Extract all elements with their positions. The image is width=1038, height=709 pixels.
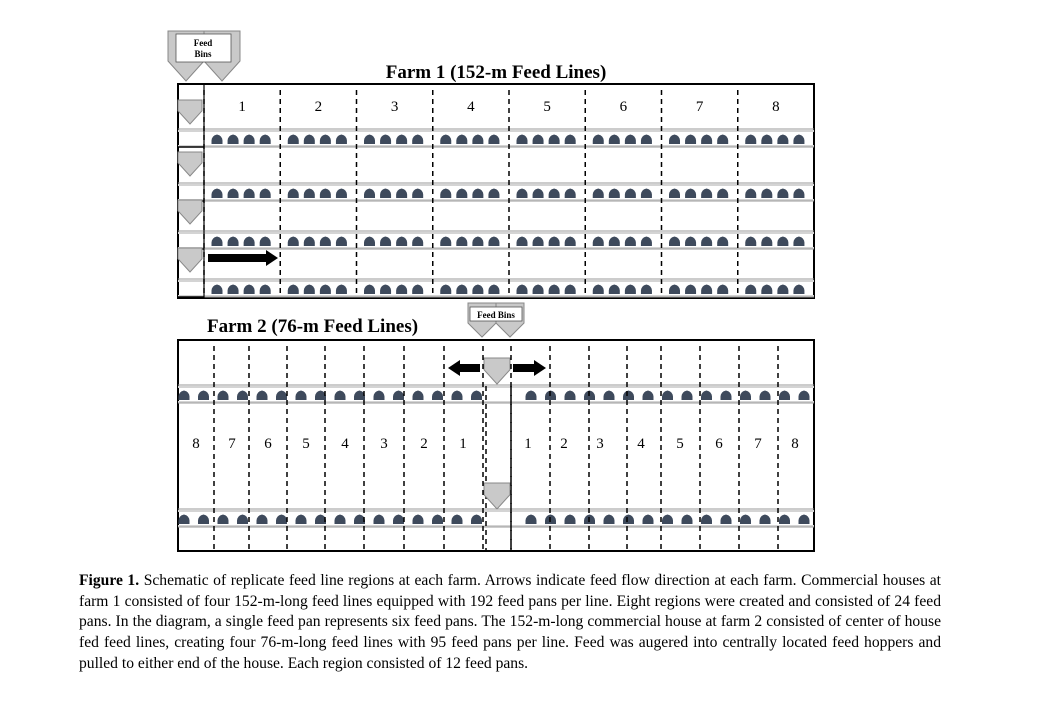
region-label: 7	[695, 99, 704, 115]
feed-pan	[643, 515, 654, 525]
feed-pan	[412, 135, 423, 145]
feed-pan	[440, 189, 451, 199]
feed-pan	[517, 189, 528, 199]
feed-hopper	[178, 248, 202, 272]
feed-pan	[549, 189, 560, 199]
feed-pan	[393, 515, 404, 525]
feed-pan	[260, 189, 271, 199]
feed-pan	[669, 135, 680, 145]
feed-pan	[432, 515, 443, 525]
feed-pan	[669, 237, 680, 247]
feed-pan	[779, 391, 790, 401]
region-label: 5	[302, 436, 310, 452]
feed-pan	[565, 391, 576, 401]
feed-pan	[179, 391, 190, 401]
region-label: 8	[791, 436, 799, 452]
feed-pan	[740, 391, 751, 401]
feed-pan	[374, 515, 385, 525]
feed-pan	[777, 189, 788, 199]
feed-pan	[662, 515, 673, 525]
feed-pan	[593, 285, 604, 295]
feed-pan	[288, 189, 299, 199]
feed-pan	[244, 237, 255, 247]
region-label: 5	[543, 99, 551, 115]
feed-pan	[320, 237, 331, 247]
feed-pan	[721, 515, 732, 525]
feed-pan	[260, 135, 271, 145]
feed-hopper	[178, 152, 202, 176]
feed-pan	[440, 237, 451, 247]
feed-line-rail	[178, 280, 814, 282]
feed-pan	[374, 391, 385, 401]
feed-pan	[396, 135, 407, 145]
feed-pan	[471, 515, 482, 525]
region-label: 1	[459, 436, 467, 452]
feed-hopper	[178, 200, 202, 224]
feed-pan	[760, 391, 771, 401]
feed-pan	[533, 285, 544, 295]
feed-pan	[304, 189, 315, 199]
feed-pan	[682, 515, 693, 525]
feed-pan	[549, 237, 560, 247]
feed-pan	[396, 285, 407, 295]
feed-pan	[380, 237, 391, 247]
feed-pan	[549, 135, 560, 145]
figure-caption	[79, 571, 941, 675]
feed-pan	[641, 285, 652, 295]
feed-pan	[320, 189, 331, 199]
feed-pan	[452, 515, 463, 525]
feed-pan	[412, 285, 423, 295]
farm1-feed-bins	[168, 31, 240, 81]
feed-pan	[761, 285, 772, 295]
feed-pan	[641, 189, 652, 199]
feed-pan	[393, 391, 404, 401]
feed-pan	[517, 135, 528, 145]
feed-pan	[288, 285, 299, 295]
feed-pan	[228, 189, 239, 199]
feed-pan	[412, 189, 423, 199]
feed-pan	[740, 515, 751, 525]
region-label: 6	[264, 436, 272, 452]
feed-pan	[380, 189, 391, 199]
feed-pan	[396, 189, 407, 199]
region-label: 8	[192, 436, 200, 452]
feed-pan	[701, 391, 712, 401]
feed-pan	[533, 135, 544, 145]
farm2-title: Farm 2 (76-m Feed Lines)	[207, 316, 419, 337]
region-label: 7	[228, 436, 236, 452]
feed-pan	[456, 135, 467, 145]
feed-pan	[198, 515, 209, 525]
feed-pan	[565, 515, 576, 525]
feed-pan	[237, 515, 248, 525]
feed-pan	[799, 391, 810, 401]
feed-pan	[701, 285, 712, 295]
feed-pan	[257, 515, 268, 525]
feed-pan	[244, 285, 255, 295]
feed-pan	[701, 237, 712, 247]
feed-pan	[793, 135, 804, 145]
feed-pan	[304, 237, 315, 247]
feed-pan	[336, 285, 347, 295]
feed-pan	[288, 237, 299, 247]
feed-pan	[643, 391, 654, 401]
feed-pan	[609, 285, 620, 295]
region-label: 7	[754, 436, 762, 452]
feed-pan	[288, 135, 299, 145]
feed-pan	[260, 285, 271, 295]
feed-flow-arrow	[448, 360, 480, 376]
feed-pan	[760, 515, 771, 525]
feed-pan	[777, 285, 788, 295]
feed-pan	[212, 189, 223, 199]
feed-pan	[685, 135, 696, 145]
region-label: 4	[341, 436, 349, 452]
feed-pan	[257, 391, 268, 401]
feed-pan	[777, 135, 788, 145]
feed-pan	[685, 285, 696, 295]
feed-pan	[625, 285, 636, 295]
feed-hopper	[178, 100, 202, 124]
feed-pan	[304, 135, 315, 145]
feed-pan	[296, 515, 307, 525]
feed-pan	[565, 189, 576, 199]
region-label: 2	[420, 436, 428, 452]
feed-pan	[237, 391, 248, 401]
feed-line-rail	[178, 184, 814, 186]
feed-pan	[549, 285, 560, 295]
feed-flow-arrow	[513, 360, 546, 376]
feed-pan	[320, 135, 331, 145]
feed-pan	[793, 189, 804, 199]
feed-pan	[745, 237, 756, 247]
farm1-title: Farm 1 (152-m Feed Lines)	[385, 62, 607, 83]
feed-pan	[517, 237, 528, 247]
feed-pan	[701, 189, 712, 199]
feed-pan	[218, 391, 229, 401]
feed-pan	[641, 237, 652, 247]
feed-pan	[212, 237, 223, 247]
region-label: 5	[676, 436, 684, 452]
region-label: 2	[560, 436, 568, 452]
feed-pan	[604, 515, 615, 525]
feed-pan	[440, 285, 451, 295]
region-label: 3	[596, 436, 604, 452]
feed-pan	[364, 135, 375, 145]
feed-pan	[244, 135, 255, 145]
feed-pan	[396, 237, 407, 247]
feed-pan	[761, 237, 772, 247]
feed-pan	[799, 515, 810, 525]
feed-pan	[296, 391, 307, 401]
feed-pan	[565, 237, 576, 247]
feed-pan	[593, 189, 604, 199]
farm2-diagram	[178, 303, 814, 551]
feed-pan	[488, 237, 499, 247]
feed-pan	[456, 189, 467, 199]
feed-pan	[456, 237, 467, 247]
feed-pan	[364, 237, 375, 247]
feed-pan	[701, 515, 712, 525]
feed-pan	[179, 515, 190, 525]
feed-pan	[604, 391, 615, 401]
feed-pan	[623, 391, 634, 401]
feed-pan	[472, 135, 483, 145]
feed-pan	[472, 189, 483, 199]
feed-hopper	[484, 358, 510, 384]
feed-pan	[745, 135, 756, 145]
region-label: 1	[524, 436, 532, 452]
feed-pan	[701, 135, 712, 145]
region-label: 6	[715, 436, 723, 452]
feed-pan	[717, 135, 728, 145]
feed-pan	[717, 237, 728, 247]
feed-pan	[380, 285, 391, 295]
feed-pan	[488, 135, 499, 145]
feed-pan	[440, 135, 451, 145]
feed-line-rail	[178, 510, 814, 512]
region-label: 4	[467, 99, 475, 115]
feed-pan	[565, 285, 576, 295]
farm2-feed-bins	[468, 303, 524, 337]
region-label: 8	[772, 99, 780, 115]
feed-pan	[304, 285, 315, 295]
feed-pan	[276, 515, 287, 525]
feed-pan	[609, 237, 620, 247]
feed-pan	[745, 189, 756, 199]
feed-pan	[593, 237, 604, 247]
feed-pan	[533, 237, 544, 247]
feed-pan	[456, 285, 467, 295]
feed-flow-arrow	[208, 250, 278, 266]
feed-pan	[228, 135, 239, 145]
farm1-diagram	[168, 31, 814, 298]
feed-pan	[793, 285, 804, 295]
feed-pan	[669, 189, 680, 199]
feed-pan	[452, 391, 463, 401]
feed-pan	[761, 189, 772, 199]
feed-pan	[623, 515, 634, 525]
feed-pan	[565, 135, 576, 145]
feed-pan	[472, 237, 483, 247]
feed-pan	[625, 189, 636, 199]
region-label: 4	[637, 436, 645, 452]
caption-text: Schematic of replicate feed line regions at each farm. Arrows indicate feed flow direction at each farm. Commercial houses at farm 1 consisted of four 152-m-long feed lines equipped with 192 feed pans per line. Eight regions were created and consisted of 24 feed pans. In the diagram, a single feed pan represents six feed pans. The 152-m-long commercial house at farm 2 consisted of center of house fed feed lines, creating four 76-m-long feed lines with 95 feed pans per line. Feed was augered into centrally located feed hoppers and pulled to either end of the house. Each region consisted of 12 feed pans.	[79, 572, 942, 672]
region-label: 1	[238, 99, 246, 115]
feed-pan	[198, 391, 209, 401]
feed-pan	[228, 285, 239, 295]
feed-pan	[793, 237, 804, 247]
feed-pan	[320, 285, 331, 295]
feed-pan	[218, 515, 229, 525]
feed-pan	[471, 391, 482, 401]
feed-pan	[526, 391, 537, 401]
feed-line-rail	[178, 130, 814, 132]
feed-bins-label: Feed	[193, 38, 213, 48]
feed-pan	[380, 135, 391, 145]
region-label: 6	[619, 99, 628, 115]
feed-pan	[276, 391, 287, 401]
feed-pan	[779, 515, 790, 525]
feed-pan	[364, 285, 375, 295]
feed-pan	[472, 285, 483, 295]
feed-pan	[717, 189, 728, 199]
feed-line-rail	[178, 232, 814, 234]
feed-pan	[336, 189, 347, 199]
region-label: 3	[390, 99, 399, 115]
feed-pan	[432, 391, 443, 401]
feed-pan	[488, 285, 499, 295]
feed-pan	[669, 285, 680, 295]
region-label: 2	[314, 99, 323, 115]
feed-pan	[685, 237, 696, 247]
feed-bins-label: Feed Bins	[477, 310, 515, 320]
feed-pan	[526, 515, 537, 525]
feed-pan	[662, 391, 673, 401]
caption-label: Figure 1.	[79, 572, 140, 589]
feed-pan	[609, 135, 620, 145]
feed-pan	[609, 189, 620, 199]
feed-pan	[745, 285, 756, 295]
feed-pan	[228, 237, 239, 247]
feed-pan	[761, 135, 772, 145]
feed-pan	[625, 135, 636, 145]
feed-pan	[413, 391, 424, 401]
region-label: 3	[380, 436, 388, 452]
feed-pan	[212, 285, 223, 295]
feed-pan	[517, 285, 528, 295]
feed-pan	[335, 391, 346, 401]
feed-pan	[212, 135, 223, 145]
feed-pan	[721, 391, 732, 401]
feed-line-rail	[178, 386, 814, 388]
feed-pan	[412, 237, 423, 247]
feed-bins-label: Bins	[194, 49, 212, 59]
feed-pan	[260, 237, 271, 247]
feed-pan	[413, 515, 424, 525]
feed-pan	[717, 285, 728, 295]
feed-pan	[641, 135, 652, 145]
feed-pan	[685, 189, 696, 199]
feed-pan	[336, 237, 347, 247]
feed-pan	[488, 189, 499, 199]
feed-pan	[335, 515, 346, 525]
feed-pan	[364, 189, 375, 199]
feed-pan	[336, 135, 347, 145]
feed-pan	[777, 237, 788, 247]
feed-hopper	[484, 483, 510, 509]
feed-pan	[682, 391, 693, 401]
feed-pan	[593, 135, 604, 145]
feed-pan	[625, 237, 636, 247]
feed-pan	[533, 189, 544, 199]
feed-pan	[244, 189, 255, 199]
